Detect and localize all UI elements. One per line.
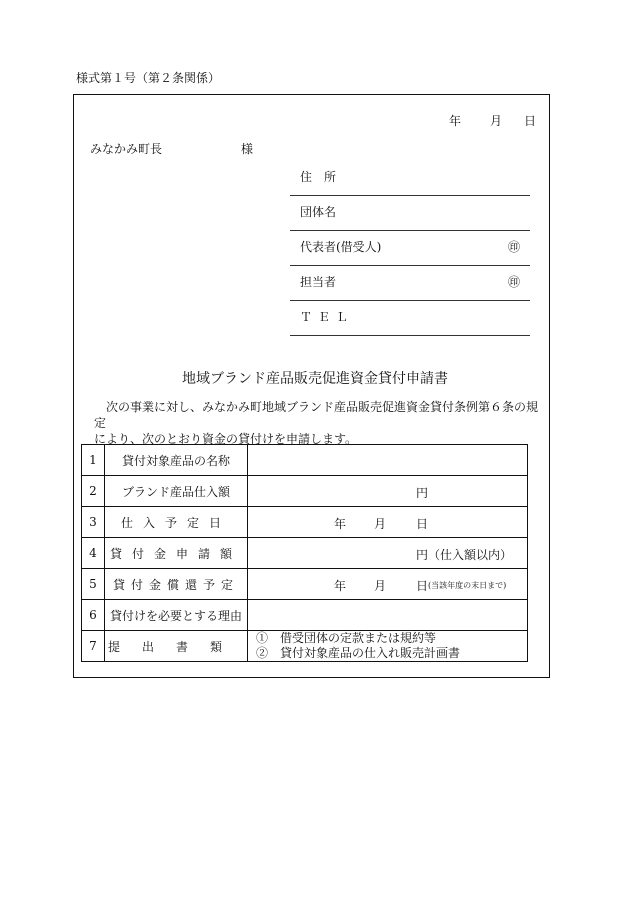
- loan-amount-input[interactable]: [248, 538, 528, 569]
- row-label: 貸付対象産品の名称: [105, 445, 248, 476]
- row-number: 7: [82, 631, 105, 662]
- table-row: [82, 631, 528, 662]
- product-name-input[interactable]: [248, 445, 528, 476]
- row-label: ブランド産品仕入額: [105, 476, 248, 507]
- unit-label: 円（仕入額以内）: [416, 548, 513, 562]
- application-items-table: [81, 444, 528, 662]
- repayment-date-input[interactable]: [248, 569, 528, 600]
- field-label: 住 所: [300, 170, 337, 184]
- year-label: 年: [334, 579, 347, 593]
- addressee-honorific: 様: [241, 142, 254, 156]
- year-label: 年: [334, 517, 347, 531]
- row-number: 5: [82, 569, 105, 600]
- body-text: [94, 399, 544, 447]
- field-representative[interactable]: [290, 231, 530, 266]
- submitted-documents: [248, 631, 528, 662]
- reason-input[interactable]: [248, 600, 528, 631]
- field-tel[interactable]: [290, 301, 530, 336]
- seal-icon: ㊞: [507, 240, 520, 254]
- row-label: 貸付金償還予定: [105, 569, 248, 600]
- table-row: [82, 476, 528, 507]
- document-item: ② 貸付対象産品の仕入れ販売計画書: [256, 646, 461, 660]
- row-label: 貸付けを必要とする理由: [105, 600, 248, 631]
- repayment-note: (当該年度の末日まで): [428, 581, 507, 590]
- field-label: 団体名: [300, 205, 337, 219]
- month-label: 月: [374, 579, 387, 593]
- field-organization[interactable]: [290, 196, 530, 231]
- purchase-amount-input[interactable]: [248, 476, 528, 507]
- row-label: 貸付金申請額: [105, 538, 248, 569]
- date-day: 日: [524, 114, 537, 128]
- row-number: 1: [82, 445, 105, 476]
- table-row: [82, 538, 528, 569]
- row-number: 4: [82, 538, 105, 569]
- field-label: ＴＥＬ: [300, 310, 355, 324]
- body-line: により、次のとおり資金の貸付けを申請します。: [94, 432, 358, 446]
- month-label: 月: [374, 517, 387, 531]
- addressee-name: みなかみ町長: [90, 142, 163, 156]
- row-label: 仕入予定日: [105, 507, 248, 538]
- field-contact-person[interactable]: [290, 266, 530, 301]
- table-row: [82, 569, 528, 600]
- form-number-label: 様式第１号（第２条関係）: [76, 71, 221, 85]
- purchase-date-input[interactable]: [248, 507, 528, 538]
- row-number: 6: [82, 600, 105, 631]
- field-address[interactable]: [290, 161, 530, 196]
- row-label: 提出書類: [105, 631, 248, 662]
- unit-label: 円: [416, 486, 429, 500]
- table-row: [82, 600, 528, 631]
- field-label: 担当者: [300, 275, 337, 289]
- seal-icon: ㊞: [507, 275, 520, 289]
- date-year: 年: [449, 114, 462, 128]
- document-item: ① 借受団体の定款または規約等: [256, 631, 437, 645]
- row-number: 3: [82, 507, 105, 538]
- table-row: [82, 507, 528, 538]
- body-line: 次の事業に対し、みなかみ町地域ブランド産品販売促進資金貸付条例第６条の規定: [94, 400, 539, 430]
- table-row: [82, 445, 528, 476]
- day-label: 日: [416, 517, 429, 531]
- document-title: 地域ブランド産品販売促進資金貸付申請書: [182, 371, 448, 387]
- row-number: 2: [82, 476, 105, 507]
- day-label: 日: [416, 579, 429, 593]
- date-month: 月: [490, 114, 503, 128]
- field-label: 代表者(借受人): [300, 240, 382, 254]
